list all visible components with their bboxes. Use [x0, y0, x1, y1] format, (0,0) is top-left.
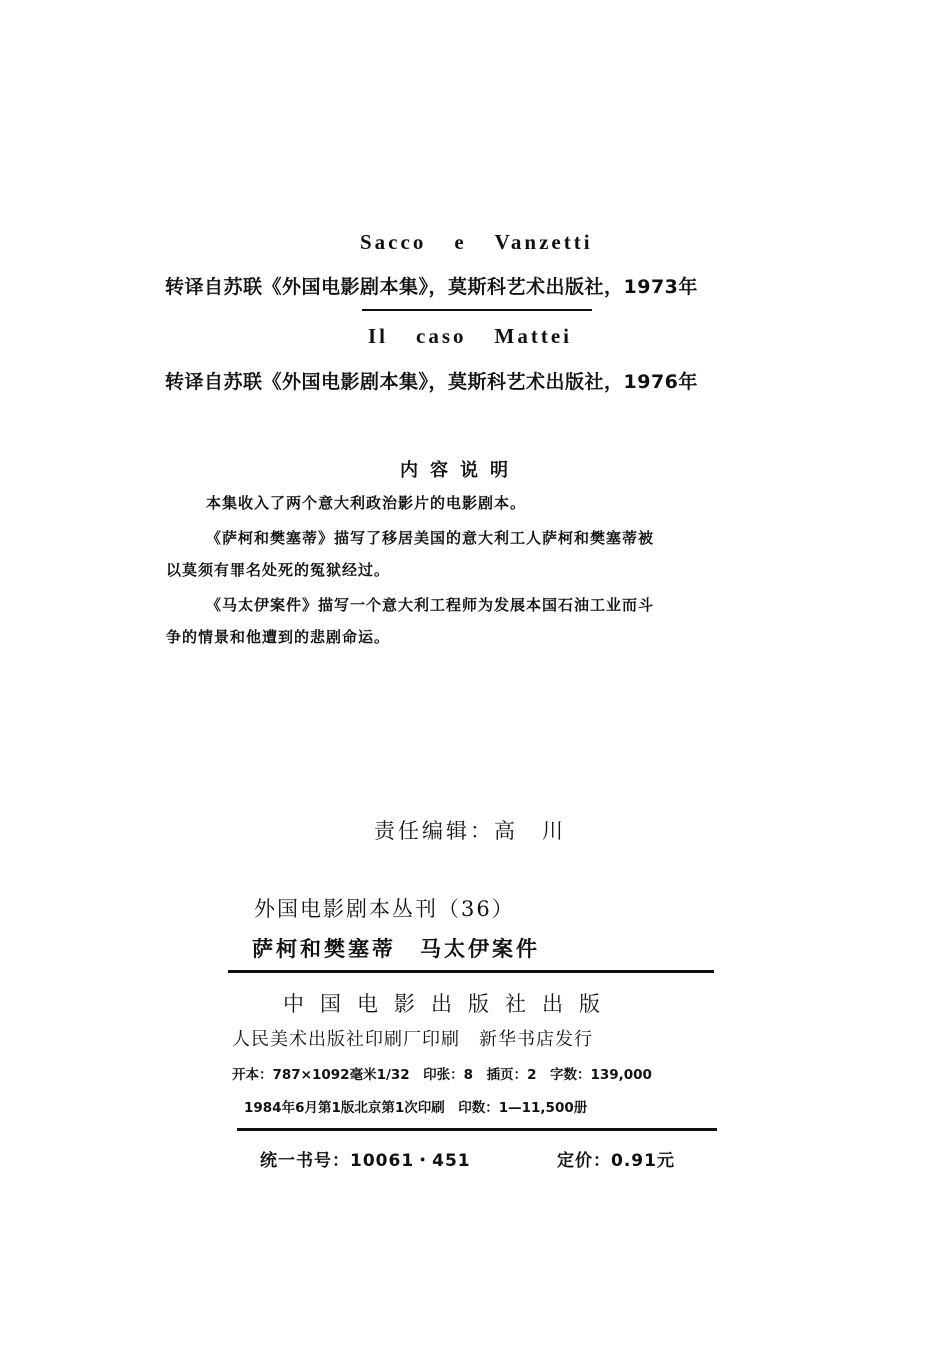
description-paragraph: 以莫须有罪名处死的冤狱经过。 [166, 561, 391, 579]
film2-title-word-3: Mattei [494, 324, 572, 348]
film2-source-note: 转译自苏联《外国电影剧本集》，莫斯科艺术出版社，1976年 [165, 371, 698, 393]
title-divider [362, 309, 592, 311]
film1-original-title [360, 230, 593, 255]
isbn-line: 统一书号：10061・451 [260, 1151, 471, 1171]
film2-title-word-1: Il [368, 324, 389, 348]
responsible-editor [374, 815, 566, 845]
film1-title-word-2: e [454, 230, 467, 254]
format-line: 开本：787×1092毫米1/32 印张：8 插页：2 字数：139,000 [232, 1067, 652, 1083]
description-paragraph: 本集收入了两个意大利政治影片的电影剧本。 [206, 494, 527, 512]
film1-source-note: 转译自苏联《外国电影剧本集》，莫斯科艺术出版社，1973年 [165, 276, 698, 298]
price-line: 定价：0.91元 [557, 1151, 675, 1171]
book-title: 萨柯和樊塞蒂 马太伊案件 [252, 937, 540, 961]
description-heading: 内容说明 [400, 460, 520, 481]
publisher-line: 中国电影出版社出版 [283, 992, 616, 1016]
colophon-bottom-rule [237, 1128, 717, 1131]
description-paragraph: 《马太伊案件》描写一个意大利工程师为发展本国石油工业而斗 [206, 596, 655, 614]
film2-title-word-2: caso [416, 324, 467, 348]
film1-title-word-3: Vanzetti [494, 230, 593, 254]
editor-name: 高 川 [494, 819, 566, 843]
colophon-top-rule [228, 970, 714, 973]
printer-line: 人民美术出版社印刷厂印刷 新华书店发行 [232, 1029, 593, 1050]
film1-title-word-1: Sacco [360, 230, 427, 254]
edition-line: 1984年6月第1版北京第1次印刷 印数：1—11,500册 [244, 1100, 588, 1116]
description-paragraph: 争的情景和他遭到的悲剧命运。 [166, 628, 391, 646]
description-paragraph: 《萨柯和樊塞蒂》描写了移居美国的意大利工人萨柯和樊塞蒂被 [206, 529, 655, 547]
series-name: 外国电影剧本丛刊（36） [254, 897, 515, 921]
film2-original-title [368, 324, 572, 349]
editor-label: 责任编辑： [374, 819, 494, 843]
